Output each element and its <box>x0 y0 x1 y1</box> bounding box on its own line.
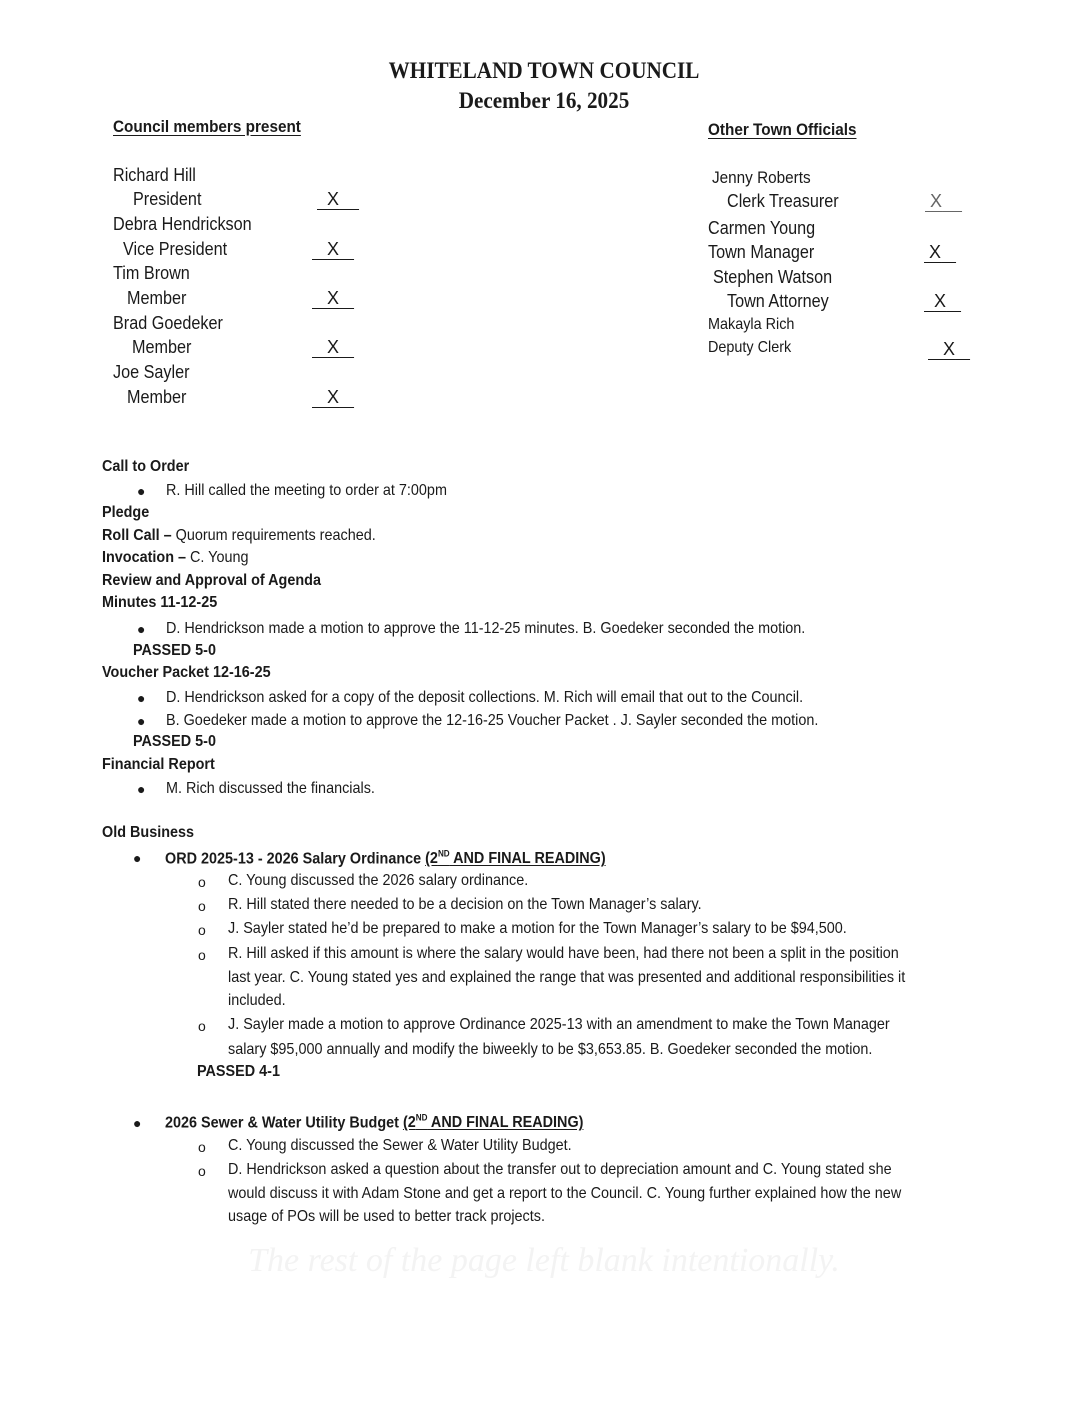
sub-bullet-icon: o <box>198 1018 206 1034</box>
ord-item-continued: last year. C. Young stated yes and explained the range that was presented and additional responsibilities it <box>228 969 906 986</box>
bullet-icon: ● <box>137 483 146 499</box>
ord-item: J. Sayler made a motion to approve Ordinance 2025-13 with an amendment to make the Town Manager <box>228 1016 890 1033</box>
council-members-heading: Council members present <box>113 117 301 136</box>
attendance-mark: X <box>327 337 340 357</box>
voucher-item: B. Goedeker made a motion to approve the 12-16-25 Voucher Packet . J. Sayler seconded the motion. <box>166 712 819 729</box>
roll-call-line: Roll Call – Quorum requirements reached. <box>102 527 376 544</box>
ord-result: PASSED 4-1 <box>197 1063 280 1080</box>
sub-bullet-icon: o <box>198 1139 206 1155</box>
pledge-heading: Pledge <box>102 504 150 521</box>
financial-item: M. Rich discussed the financials. <box>166 780 375 797</box>
budget-item: D. Hendrickson asked a question about the transfer out to depreciation amount and C. Young stated she <box>228 1161 892 1178</box>
member-role: Vice President <box>123 239 228 259</box>
bullet-icon: ● <box>133 850 142 866</box>
blank-page-note: The rest of the page left blank intentionally. <box>248 1242 840 1279</box>
agenda-heading: Review and Approval of Agenda <box>102 572 321 589</box>
attendance-mark: X <box>929 242 942 262</box>
budget-item: C. Young discussed the Sewer & Water Utility Budget. <box>228 1137 572 1154</box>
official-name: Jenny Roberts <box>712 168 811 187</box>
official-name: Stephen Watson <box>713 267 833 287</box>
voucher-heading: Voucher Packet 12-16-25 <box>102 664 271 681</box>
sub-bullet-icon: o <box>198 1163 206 1179</box>
old-business-heading: Old Business <box>102 824 195 841</box>
bullet-icon: ● <box>137 713 146 729</box>
member-role: Member <box>132 337 192 357</box>
sub-bullet-icon: o <box>198 922 206 938</box>
ord-item-continued: salary $95,000 annually and modify the biweekly to be $3,653.85. B. Goedeker seconded the motion. <box>228 1041 873 1058</box>
ord-item: C. Young discussed the 2026 salary ordinance. <box>228 872 529 889</box>
attendance-mark: X <box>327 189 340 209</box>
bullet-icon: ● <box>137 781 146 797</box>
ord-item: R. Hill asked if this amount is where the salary would have been, had there not been a split in the position <box>228 945 899 962</box>
attendance-mark: X <box>934 291 947 311</box>
voucher-result: PASSED 5-0 <box>133 733 216 750</box>
member-role: Member <box>127 387 187 407</box>
member-role: President <box>133 189 202 209</box>
ord-title: ORD 2025-13 - 2026 Salary Ordinance (2ND AND FINAL READING) <box>165 849 606 868</box>
member-role: Member <box>127 288 187 308</box>
ord-item: J. Sayler stated he’d be prepared to make a motion for the Town Manager’s salary to be $94,500. <box>228 920 847 937</box>
sub-bullet-icon: o <box>198 898 206 914</box>
member-name: Tim Brown <box>113 263 190 283</box>
call-to-order-item: R. Hill called the meeting to order at 7:00pm <box>166 482 447 499</box>
minutes-heading: Minutes 11-12-25 <box>102 594 218 611</box>
budget-item-continued: would discuss it with Adam Stone and get a report to the Council. C. Young further explained how the new <box>228 1185 902 1202</box>
attendance-mark: X <box>327 288 340 308</box>
meeting-date: December 16, 2025 <box>458 88 630 113</box>
ord-item: R. Hill stated there needed to be a decision on the Town Manager’s salary. <box>228 896 702 913</box>
document-title: WHITELAND TOWN COUNCIL <box>388 58 700 83</box>
call-to-order-heading: Call to Order <box>102 458 190 475</box>
attendance-mark: X <box>930 191 943 211</box>
official-role: Clerk Treasurer <box>727 191 839 211</box>
sub-bullet-icon: o <box>198 947 206 963</box>
minutes-item: D. Hendrickson made a motion to approve the 11-12-25 minutes. B. Goedeker seconded the motion. <box>166 620 806 637</box>
other-officials-heading: Other Town Officials <box>708 120 857 139</box>
sub-bullet-icon: o <box>198 874 206 890</box>
official-role: Town Manager <box>708 242 815 262</box>
member-name: Debra Hendrickson <box>113 214 252 234</box>
voucher-item: D. Hendrickson asked for a copy of the deposit collections. M. Rich will email that out to the Council. <box>166 689 804 706</box>
member-name: Joe Sayler <box>113 362 190 382</box>
attendance-mark: X <box>327 239 340 259</box>
financial-heading: Financial Report <box>102 756 215 773</box>
invocation-line: Invocation – C. Young <box>102 549 249 566</box>
bullet-icon: ● <box>137 621 146 637</box>
official-role: Deputy Clerk <box>708 339 792 356</box>
attendance-mark: X <box>943 339 956 359</box>
attendance-mark: X <box>327 387 340 407</box>
budget-title: 2026 Sewer & Water Utility Budget (2ND AND FINAL READING) <box>165 1113 584 1132</box>
official-name: Makayla Rich <box>708 316 795 333</box>
official-role: Town Attorney <box>727 291 829 311</box>
official-name: Carmen Young <box>708 218 816 238</box>
minutes-result: PASSED 5-0 <box>133 642 216 659</box>
member-name: Richard Hill <box>113 165 196 185</box>
bullet-icon: ● <box>133 1115 142 1131</box>
bullet-icon: ● <box>137 690 146 706</box>
member-name: Brad Goedeker <box>113 313 223 333</box>
ord-item-continued: included. <box>228 992 286 1009</box>
budget-item-continued: usage of POs will be used to better track projects. <box>228 1208 545 1225</box>
